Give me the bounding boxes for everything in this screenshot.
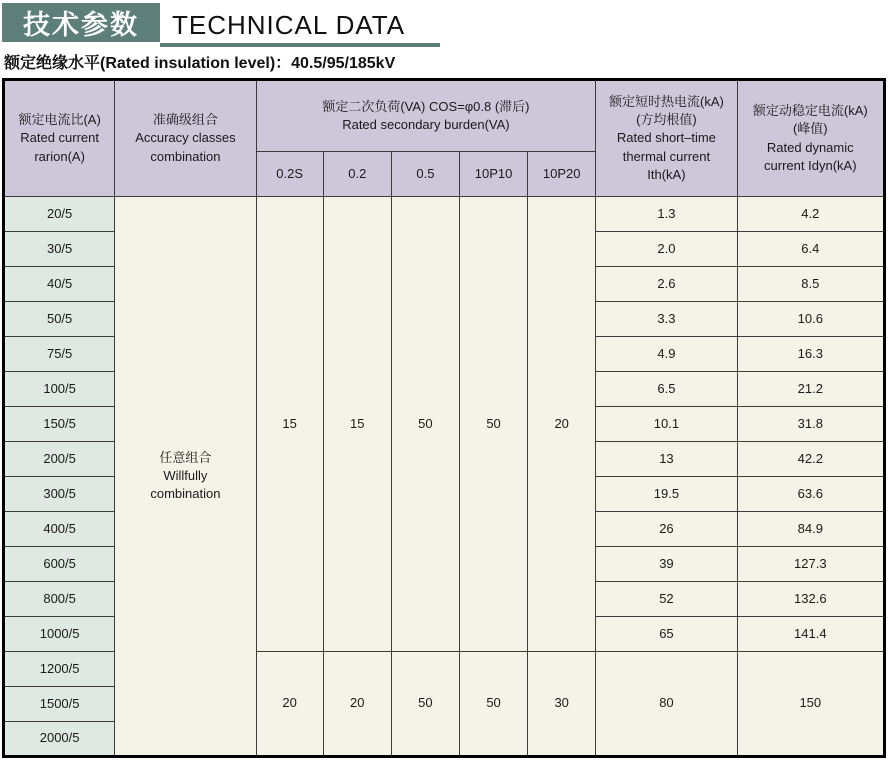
- ith-header-en2: thermal current: [622, 148, 711, 164]
- burden-cell: 30: [528, 652, 596, 757]
- ratio-cell: 200/5: [4, 442, 115, 477]
- ratio-cell: 30/5: [4, 232, 115, 267]
- burden-cell: 50: [391, 197, 459, 652]
- idyn-cell: 132.6: [737, 582, 884, 617]
- idyn-header-zh2: (峰值): [792, 121, 828, 137]
- idyn-cell: 84.9: [737, 512, 884, 547]
- ith-cell: 65: [596, 617, 737, 652]
- idyn-header-zh: 额定动稳定电流(kA): [752, 103, 868, 119]
- ratio-cell: 40/5: [4, 267, 115, 302]
- ratio-cell: 2000/5: [4, 722, 115, 757]
- insulation-level-line: 额定绝缘水平(Rated insulation level)：40.5/95/185kV: [4, 55, 396, 72]
- ith-cell: 13: [596, 442, 737, 477]
- idyn-cell: 63.6: [737, 477, 884, 512]
- technical-data-table: [2, 78, 886, 758]
- ith-column-header: [596, 80, 737, 197]
- ith-cell: 52: [596, 582, 737, 617]
- idyn-cell: 150: [737, 652, 884, 757]
- ith-cell: 3.3: [596, 302, 737, 337]
- ratio-cell: 20/5: [4, 197, 115, 232]
- ratio-header-en1: Rated current: [20, 130, 99, 146]
- burden-subheader-10p10: 10P10: [459, 152, 527, 197]
- page-title-english: TECHNICAL DATA: [172, 10, 406, 40]
- ith-cell: 10.1: [596, 407, 737, 442]
- accuracy-column-header: [115, 80, 256, 197]
- ratio-cell: 1200/5: [4, 652, 115, 687]
- ith-cell: 19.5: [596, 477, 737, 512]
- ratio-column-header: [4, 80, 115, 197]
- burden-subheader-10p20: 10P20: [528, 152, 596, 197]
- burden-header-zh: 额定二次负荷(VA) COS=φ0.8 (滞后): [322, 98, 530, 114]
- burden-subheader-02s: 0.2S: [256, 152, 323, 197]
- idyn-cell: 4.2: [737, 197, 884, 232]
- ith-cell: 26: [596, 512, 737, 547]
- accuracy-cell: [115, 197, 256, 757]
- ith-cell: 39: [596, 547, 737, 582]
- accuracy-cell-en1: Willfully: [163, 467, 208, 483]
- idyn-cell: 42.2: [737, 442, 884, 477]
- idyn-cell: 21.2: [737, 372, 884, 407]
- idyn-header-en1: Rated dynamic: [766, 139, 854, 155]
- page-header: [2, 3, 888, 43]
- idyn-cell: 141.4: [737, 617, 884, 652]
- idyn-cell: 10.6: [737, 302, 884, 337]
- idyn-cell: 8.5: [737, 267, 884, 302]
- ratio-cell: 100/5: [4, 372, 115, 407]
- ratio-header-zh: 额定电流比(A): [18, 112, 101, 128]
- idyn-cell: 16.3: [737, 337, 884, 372]
- ratio-cell: 1500/5: [4, 687, 115, 722]
- ratio-cell: 150/5: [4, 407, 115, 442]
- burden-cell: 15: [256, 197, 323, 652]
- ith-cell: 6.5: [596, 372, 737, 407]
- ith-header-en3: Ith(kA): [647, 166, 686, 182]
- idyn-column-header: [737, 80, 884, 197]
- ratio-cell: 400/5: [4, 512, 115, 547]
- ith-cell: 2.0: [596, 232, 737, 267]
- burden-cell: 50: [459, 197, 527, 652]
- accuracy-header-en2: combination: [150, 148, 221, 164]
- idyn-cell: 6.4: [737, 232, 884, 267]
- accuracy-header-zh: 准确级组合: [152, 112, 218, 128]
- ratio-header-en2: rarion(A): [34, 148, 85, 164]
- burden-cell: 20: [528, 197, 596, 652]
- burden-cell: 50: [391, 652, 459, 757]
- burden-cell: 20: [323, 652, 391, 757]
- ith-header-en1: Rated short–time: [616, 130, 716, 146]
- ratio-cell: 300/5: [4, 477, 115, 512]
- ratio-cell: 600/5: [4, 547, 115, 582]
- ith-cell: 80: [596, 652, 737, 757]
- ratio-cell: 800/5: [4, 582, 115, 617]
- burden-header-en: Rated secondary burden(VA): [342, 117, 510, 132]
- burden-column-header: [256, 80, 596, 152]
- burden-cell: 15: [323, 197, 391, 652]
- title-underline: [160, 43, 440, 47]
- burden-cell: 50: [459, 652, 527, 757]
- ratio-cell: 1000/5: [4, 617, 115, 652]
- ratio-cell: 50/5: [4, 302, 115, 337]
- idyn-header-en2: current Idyn(kA): [764, 157, 857, 173]
- ith-cell: 2.6: [596, 267, 737, 302]
- table-row: [4, 197, 885, 232]
- idyn-cell: 31.8: [737, 407, 884, 442]
- idyn-cell: 127.3: [737, 547, 884, 582]
- burden-cell: 20: [256, 652, 323, 757]
- ratio-cell: 75/5: [4, 337, 115, 372]
- ith-cell: 4.9: [596, 337, 737, 372]
- accuracy-header-en1: Accuracy classes: [135, 130, 236, 146]
- burden-subheader-05: 0.5: [391, 152, 459, 197]
- ith-cell: 1.3: [596, 197, 737, 232]
- burden-subheader-02: 0.2: [323, 152, 391, 197]
- ith-header-zh: 额定短时热电流(kA): [609, 94, 724, 110]
- page-title-chinese: 技术参数: [2, 3, 160, 42]
- accuracy-cell-zh: 任意组合: [159, 449, 212, 465]
- accuracy-cell-en2: combination: [150, 486, 221, 502]
- ith-header-zh2: (方均根值): [636, 112, 697, 128]
